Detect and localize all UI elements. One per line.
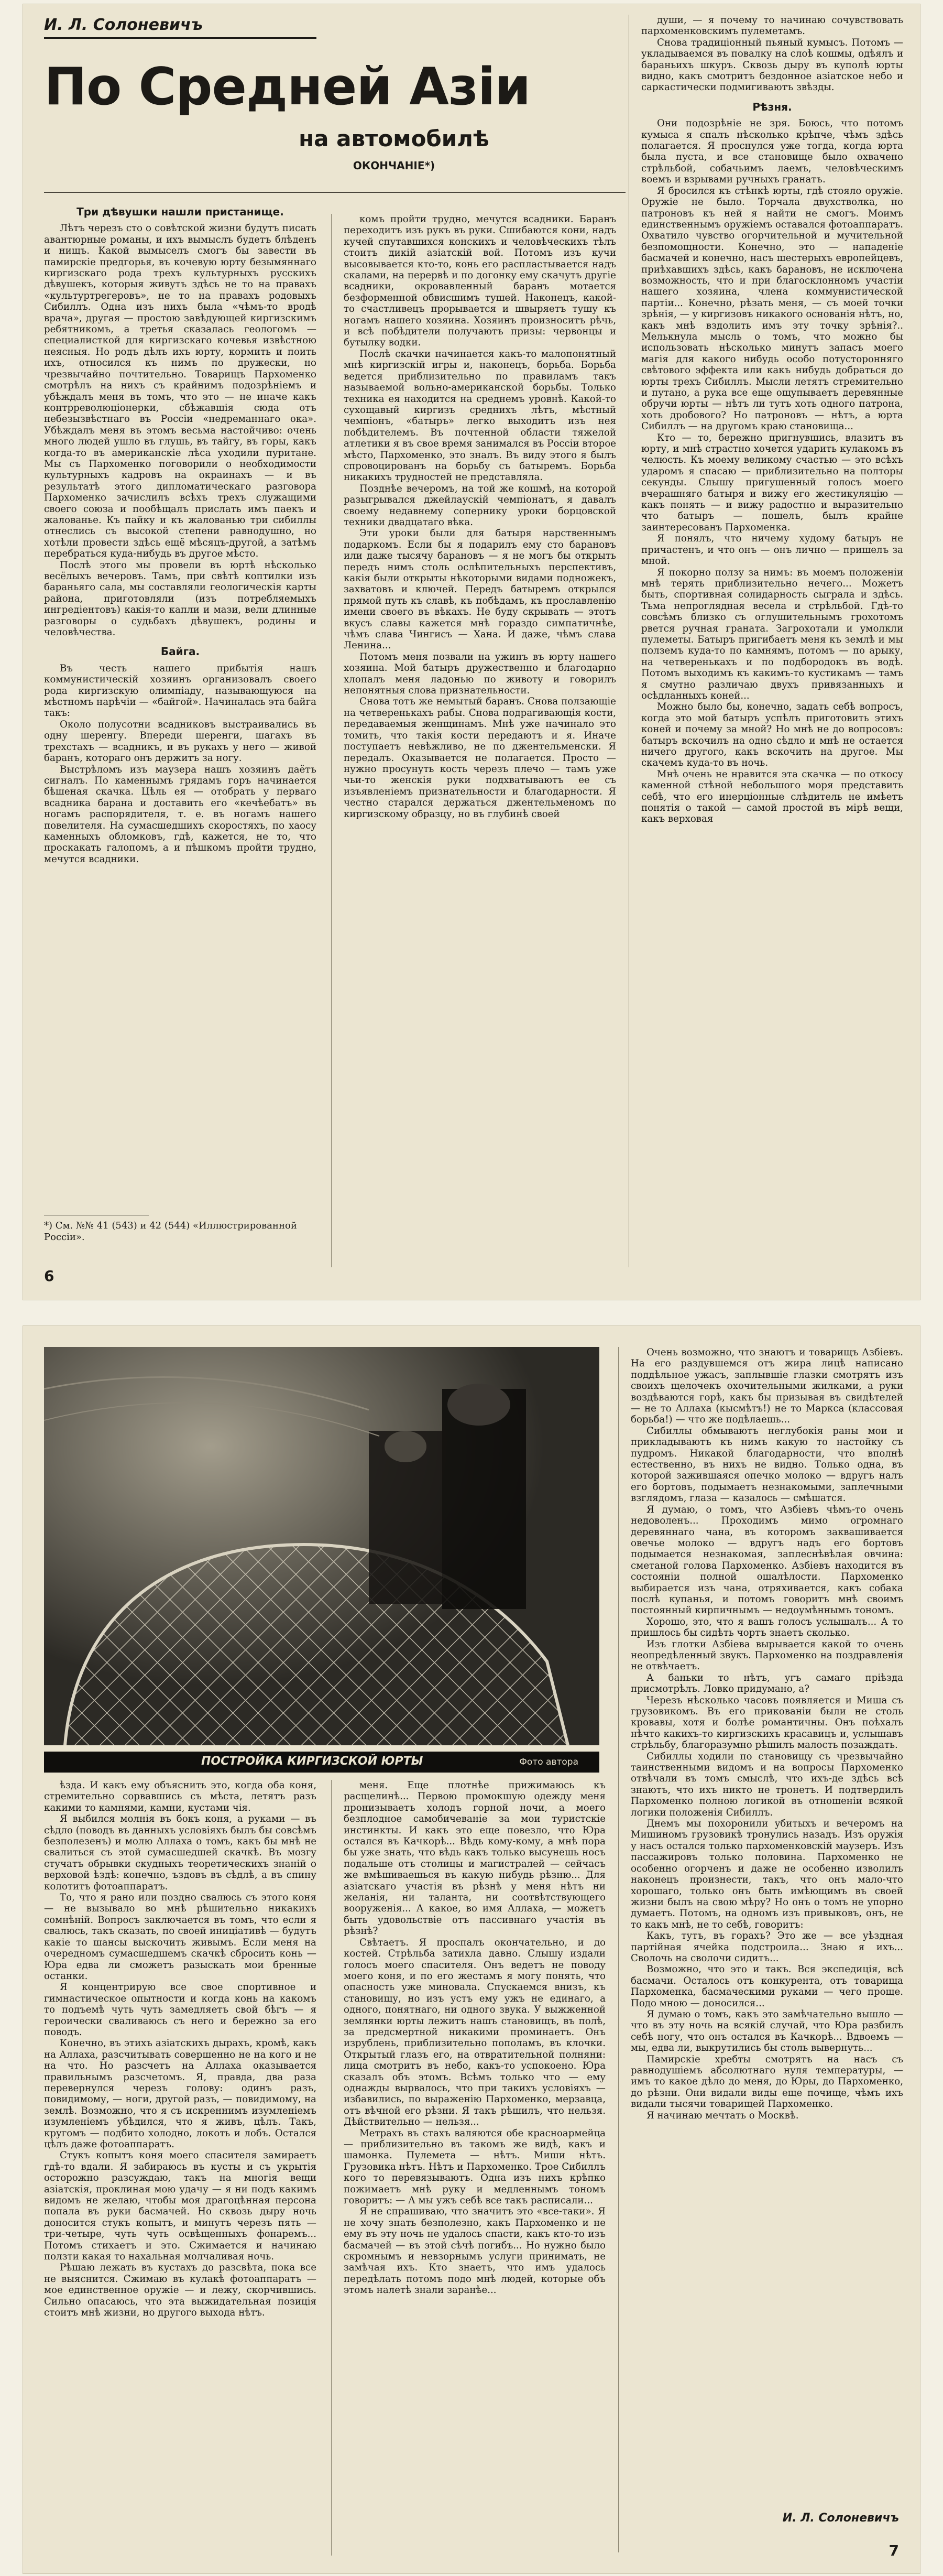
paragraph: Возможно, что это и такъ. Вся экспедиція, всѣ басмачи. Осталось отъ конкурента, отъ товарища Пархоменка, басмаческими руками — чего проще. Подо мною — доносился... (631, 1964, 903, 2009)
paragraph: Лѣтъ черезъ сто о совѣтской жизни будутъ писать авантюрные романы, и ихъ вымыслъ будетъ блѣденъ и нищъ. Какой вымыселъ смогъ бы завести въ памирскіе предгорья, въ кочевую юрту безымяннаго киргизскаго рода трехъ культурныхъ русскихъ дѣвушекъ, которыя живутъ здѣсь не то на правахъ «культуртрегеровъ», не то на правахъ родовыхъ Сибиллъ. Одна изъ нихъ была «чѣмъ-то вродѣ врача», другая — простою завѣдующей киргизскимъ ребятникомъ, а третья сказалась геологомъ — специалисткой для киргизскаго кочевья извѣстною неясныя. Но родъ дѣлъ ихъ юрту, кормить и поить ихъ, относился къ нимъ по дружески, но чрезвычайно почтительно. Товарищъ Пархоменко смотрѣлъ на нихъ съ крайнимъ подозрѣніемъ и убѣждалъ меня въ томъ, что это — не иначе какъ контрреволюціонерки, сбѣжавшія сюда отъ небезызвѣстнаго въ Россіи «недреманнаго ока». Убѣждалъ меня въ этомъ весьма настойчиво: очень много людей ушло въ глушь, въ тайгу, въ горы, какъ когда-то въ американскіе лѣса уходили пуритане. Мы съ Пархоменко поговорили о необходимости культурныхъ кадровъ на окраинахъ — и въ результатѣ этого дипломатическаго разговора Пархоменко зачислилъ всѣхъ трехъ служащими своего союза и пообѣщалъ прислать имъ паекъ и жалованье. Къ пайку и къ жалованью три сибиллы отнеслись съ высокой степени равнодушно, но хотѣли провести здѣсь ещё мѣсяцъ-другой, а затѣмъ перебраться куда-нибудь въ другое мѣсто. (44, 223, 316, 560)
paragraph: Я выбился молнія въ бокъ коня, а руками — въ сѣдло (поводъ въ данныхъ условіяхъ былъ бы совсѣмъ безполезенъ) и молю Аллаха о томъ, какъ бы мнѣ не свалиться съ этой сумасшедшей скачкѣ. Въ мозгу стучатъ обрывки скудныхъ теоретическихъ знаній о верховой ѣздѣ: конечно, ъздовъ въ сѣдлѣ, а въ спину колотитъ фотоаппаратъ. (44, 1813, 316, 1892)
author-signature: И. Л. Солоневичъ (782, 2512, 899, 2525)
article-subtitle: на автомобилѣ (299, 126, 489, 151)
paragraph: Рѣшаю лежать въ кустахъ до разсвѣта, пока все не выяснится. Сжимаю въ кулакѣ фотоаппаратъ — мое единственное оружіе — и лежу, скорчившись. Сильно опасаюсь, что эта выжидательная позиція стоитъ мнѣ жизни, но другого выхода нѣтъ. (44, 2262, 316, 2319)
section-heading: Рѣзня. (752, 100, 792, 113)
photo-caption-bar (44, 1752, 599, 1773)
photo-credit: Фото автора (519, 1757, 578, 1767)
footnote: *) См. №№ 41 (543) и 42 (544) «Иллюстрированной Россіи». (44, 1220, 297, 1243)
column-divider (618, 1347, 619, 2552)
author-name: И. Л. Солоневичъ (44, 16, 316, 39)
column-2 (344, 214, 616, 1283)
paragraph: Мнѣ очень не нравится эта скачка — по откосу каменной стѣной небольшого моря представить себѣ, что его инерціонные слѣдитель не имѣетъ понятія о такой — самой простой въ мірѣ вещи, какъ верховая (641, 768, 903, 825)
paragraph: Я не спрашиваю, что значитъ это «все-таки». Я не хочу знать безполезно, какъ Пархоменко и не ему въ эту ночь не удалось спасти, какъ кто-то изъ басмачей — въ этой сѣчѣ погибъ... Но нужно было скромнымъ и невзорнымъ услуги принимать, не замѣчая ихъ. Кто знаетъ, что имъ удалось передѣлать потомъ подо мнѣ людей, которые объ этомъ налетѣ знали заранѣе... (344, 2206, 606, 2296)
column-3 (641, 15, 903, 1283)
paragraph: Потомъ меня позвали на ужинъ въ юрту нашего хозяина. Мой батыръ дружественно и благодарно хлопалъ меня ладонью по животу и говорилъ непонятныя слова признательности. (344, 651, 616, 697)
continuation-note: ОКОНЧАНІЕ*) (353, 159, 435, 172)
paragraph: Они подозрѣніе не зря. Боюсь, что потомъ кумыса я спалъ нѣсколько крѣпче, чѣмъ здѣсь полагается. Я проснулся уже тогда, когда юрта была пуста, и все становище было охвачено стрѣльбой, собачьимъ лаемъ, человѣческимъ воемъ и взрывами ручныхъ гранатъ. (641, 118, 903, 186)
paragraph: Можно было бы, конечно, задать себѣ вопросъ, когда это мой батыръ успѣлъ приготовить этихъ коней и почему за мной? Но мнѣ не до вопросовъ: батыръ вскочилъ на одно сѣдло и мнѣ не остается ничего другого, какъ вскочить на другое. Мы скачемъ куда-то въ ночь. (641, 701, 903, 769)
column-2 (344, 1780, 606, 2556)
magazine-page-7 (23, 1326, 920, 2573)
paragraph: Въ честь нашего прибытія нашъ коммунистическій хозяинъ организовалъ своего рода киргизскую олимпіаду, называющуюся на мѣстномъ нарѣчіи — «байгой». Начиналась эта байга такъ: (44, 662, 316, 719)
paragraph: Я бросился къ стѣнкѣ юрты, гдѣ стояло оружіе. Оружіе не было. Торчала двухстволка, но патроновъ къ ней я найти не смогъ. Моимъ единственнымъ оружіемъ оставался фотоаппаратъ. Охватило чувство огорчительной и мучительной безпомощности. Конечно, это — нападеніе басмачей и конечно, насъ шестерыхъ европейцевъ, приѣхавшихъ здѣсь, какъ барановъ, не исключена возможность, что и при благосклонномъ участіи нашего хозяина, члена коммунистической партіи... Конечно, рѣзать меня, — съ моей точки зрѣнія, — у киргизовъ никакого основанія нѣтъ, но, какъ мнѣ вздолить имъ эту точку зрѣнія?.. Мелькнула мысль о томъ, что можно бы использовать нѣсколько минутъ запасъ моего магія для какого нибудь особо потусторонняго свѣтового эффекта или какъ нибудь добраться до юрты трехъ Сибиллъ. Мысли летятъ стремительно и путано, а рука все еще ощупываетъ деревянные обручи юрты — нѣтъ ли тутъ хоть одного патрона, хоть дробового? Но патроновъ — нѣтъ, а юрта Сибиллъ — на другомъ краю становища... (641, 185, 903, 432)
section-heading: Три дѣвушки нашли пристанище. (76, 205, 284, 218)
paragraph: Я концентрирую все свое спортивное и гимнастическое опытности и когда конь на какомъ то подъемѣ чуть чуть замедляетъ свой бѣгъ — я героически сваливаюсь съ него и бережно за его поводъ. (44, 1982, 316, 2038)
paragraph: души, — я почему то начинаю сочувствовать пархоменковскимъ пулеметамъ. (641, 15, 903, 37)
paragraph: Около полусотни всадниковъ выстраивались въ одну шеренгу. Впереди шеренги, шагахъ въ трехстахъ — всадникъ, и въ рукахъ у него — живой баранъ, котораго онъ держитъ за ногу. (44, 719, 316, 764)
section-heading: Байга. (160, 645, 200, 658)
column-3 (631, 1347, 903, 2500)
paragraph: Конечно, въ этихъ азіатскихъ дырахъ, кромѣ, какъ на Аллаха, разсчитывать совершенно не на кого и не на что. Но разсчетъ на Аллаха оказывается правильнымъ разсчетомъ. Я, правда, два раза перевернулся черезъ голову: одинъ разъ, повидимому, — ноги, другой разъ, — повидимому, на землѣ. Возможно, что я съ искреннимъ изумленіемъ изумленіемъ убѣдился, что я живъ, цѣлъ. Такъ, кругомъ — подбито холодно, локоть и лобъ. Остался цѣлъ даже фотоаппаратъ. (44, 2038, 316, 2150)
paragraph: Хорошо, это, что я вашъ голосъ услышалъ... А то пришлось бы сидѣть чортъ знаетъ сколько. (631, 1616, 903, 1639)
magazine-page-6 (23, 4, 920, 1300)
paragraph: Памирскіе хребты смотрятъ на насъ съ равнодушіемъ абсолютнаго нуля температуры, — имъ то какое дѣло до меня, до Юры, до Пархоменко, до рѣзни. Они видали виды еще почище, чѣмъ ихъ видали тысячи товарищей Пархоменко. (631, 2053, 903, 2110)
paragraph: Сибиллы обмываютъ неглубокія раны мои и прикладываютъ къ нимъ какую то настойку съ пудромъ. Никакой благодарности, что вполнѣ естественно, въ нихъ не видно. Только одна, въ которой зажившаяся опечко молоко — вдругъ налъ его бортовъ, подымаетъ незнакомыми, заплечными взглядомъ, глаза — казалось — смѣшатся. (631, 1425, 903, 1504)
paragraph: Стукъ копытъ коня моего спасителя замираетъ гдѣ-то вдали. Я забираюсь въ кусты и съ укрытія осторожно разсуждаю, такъ на многія вещи азіатскія, проклиная мою удачу — я ни подъ какимъ видомъ не желаю, чтобы моя драгоцѣнная персона попала въ руки басмачей. Но сквозь дыру ночь доносится стукъ копытъ, и минутъ черезъ пять — три-четыре, чуть чуть освѣщенныхъ фонаремъ... Потомъ стихаетъ и это. Сжимается и начинаю ползти какая то нахальная молчаливая ночь. (44, 2150, 316, 2263)
paragraph: Я покорно ползу за нимъ: въ моемъ положеніи мнѣ терять приблизительно нечего... Можетъ быть, спортивная солидарность сыграла и здѣсь. Тьма непроглядная весела и стрѣльбой. Гдѣ-то совсѣмъ близко съ оглушительнымъ грохотомъ рвется ручная граната. Загрохотали и умолкли пулеметы. Батыръ пригибаетъ меня къ землѣ и мы полземъ куда-то по камнямъ, потомъ — по арыку, на четверенькахъ и по подбородокъ въ водѣ. Потомъ выходимъ къ какимъ-то кустикамъ — тамъ я смутно различаю двухъ привязанныхъ и осѣдланныхъ коней... (641, 567, 903, 701)
paragraph: Какъ, тутъ, въ горахъ? Это же — все уѣздная партійная ячейка подстроила... Знаю я ихъ... Сволочь на сволочи сидитъ... (631, 1930, 903, 1964)
paragraph: То, что я рано или поздно свалюсь съ этого коня — не вызывало во мнѣ рѣшительно никакихъ сомнѣній. Вопросъ заключается въ томъ, что если я свалюсь, такъ сказать, по своей иниціативѣ — будутъ какіе то шансы выскочить живымъ. Если меня на очередномъ сумасшедшемъ скачкѣ сбросить конь — Юра едва ли сможетъ разыскать мои бренные останки. (44, 1892, 316, 1982)
paragraph: Кто — то, бережно пригнувшись, влазитъ въ юрту, и мнѣ страстно хочется ударить кулакомъ въ челюсть. Къ моему великому счастью — это всѣхъ ударомъ я спасаю — приблизительно на полторы секунды. Слышу пригушенный голосъ моего вчерашняго батыря и вижу его жестикуляцію — какъ понять — и вижу радостно и выразительно что батыръ — пошелъ, былъ крайне заинтересованъ Пархоменка. (641, 432, 903, 533)
paragraph: Сибиллы ходили по становищу съ чрезвычайно таинственными видомъ и на вопросы Пархоменко отвѣчали въ томъ смыслѣ, что ихъ-де здѣсь всѣ знаютъ, что ихъ никто не тронетъ. И подтвердилъ Пархоменко полною логикой въ отношеніи всякой логики положенія Сибиллъ. (631, 1751, 903, 1818)
paragraph: Я начинаю мечтать о Москвѣ. (646, 2110, 799, 2121)
column-1 (44, 198, 316, 1210)
column-divider (331, 1780, 332, 2556)
paragraph: Снова тотъ же немытый баранъ. Снова ползающіе на четверенькахъ рабы. Снова подрагивающія кости, передаваемыя женщинамъ. Мнѣ уже начинало это томить, что такія кости передаютъ и я. Иначе поступаетъ невѣжливо, не по джентельменски. Я передалъ. Оказывается не полагается. Просто — нужно просунуть кость черезъ плечо — тамъ уже чьи-то женскія руки подхватываютъ ее съ изъявленіемъ признательности и благодарности. Я честно старался держаться джентельменомъ по киргизскому образцу, но въ глубинѣ своей (344, 696, 616, 820)
paragraph: Изъ глотки Азбіева вырывается какой то очень неопредѣленный звукъ. Пархоменко на поздравленія не отвѣчаетъ. (631, 1638, 903, 1672)
yurt-lattice-illustration (44, 1347, 599, 1745)
column-divider (331, 214, 332, 1267)
paragraph: Снова традиціонный пьяный кумысъ. Потомъ — укладываемся въ повалку на слоѣ кошмы, одѣялъ и бараньихъ шкуръ. Сквозь дыру въ куполѣ юрты видно, какъ смотритъ бездонное азіатское небо и саркастически подмигиваютъ звѣзды. (641, 37, 903, 93)
page-number: 7 (889, 2542, 899, 2559)
paragraph: Я думаю о томъ, какъ это замѣчательно вышло — что въ эту ночь на всякій случай, что Юра разбилъ себѣ ногу, что онъ остался въ Качкорѣ... Вдвоемъ — мы, едва ли, выкрутились бы столь вывернуть... (631, 2008, 903, 2054)
page-number: 6 (44, 1267, 54, 1285)
yurt-construction-photo (44, 1347, 599, 1745)
paragraph: Очень возможно, что знаютъ и товарищъ Азбіевъ. На его раздувшемся отъ жира лицѣ написано поддѣльное ужасъ, заплывшіе глазки смотрятъ изъ своихъ щелочекъ охочительными жилками, а руки воздѣваются горѣ, какъ бы призывая въ свидѣтелей — не то Аллаха (кысмѣтъ!) не то Маркса (классовая борьба!) — что же подѣлаешь... (631, 1347, 903, 1426)
paragraph: Послѣ скачки начинается какъ-то малопонятный мнѣ киргизскій игры и, наконецъ, борьба. Борьба ведется приблизительно по правиламъ такъ называемой вольно-американской борьбы. Только техника ея находится на среднемъ уровнѣ. Какой-то сухощавый киргизъ среднихъ лѣтъ, мѣстный чемпіонъ, «батыръ» легко выходитъ изъ нея побѣдителемъ. Въ почтенной области тяжелой атлетики я въ свое время занимался въ Россіи второе мѣсто, Пархоменко, это зналъ. Въ виду этого я былъ спровоцированъ на борьбу съ батыремъ. Борьба никакихъ трудностей не представляла. (344, 348, 616, 483)
title-rule (44, 192, 626, 193)
column-1 (44, 1780, 316, 2556)
paragraph: комъ пройти трудно, мечутся всадники. Баранъ переходитъ изъ рукъ въ руки. Сшибаются кони, надъ кучей спутавшихся конскихъ и человѣческихъ тѣлъ стоитъ дикій азіатскій вой. Потомъ изъ кучи высовывается кто-то, конь его распластывается надъ скалами, на перервѣ и по догонку ему скачутъ другіе всадники, окровавленный баранъ мотается безформенной обвисшимъ тушей. Наконецъ, какой-то счастливецъ прорывается и швыряетъ тушу къ ногамъ нашего хозяина. Хозяинъ произноситъ рѣчь, и всѣ побѣдители получаютъ призы: червонцы и бутылку водки. (344, 214, 616, 349)
paragraph: Эти уроки были для батыря нарственнымъ подаркомъ. Если бы я подарилъ ему сто барановъ или даже тысячу барановъ — я не могъ бы открыть передъ нимъ столь ослѣпительныхъ перспективъ, какія были открыты нѣкоторыми видами подножекъ, захватовъ и ключей. Передъ батыремъ открылся прямой путь къ славѣ, къ побѣдамъ, къ прославленію имени своего въ вѣкахъ. Не буду скрывать — этотъ вкусъ славы кажется мнѣ гораздо симпатичнѣе, чѣмъ слава Чингисъ — Хана. И даже, чѣмъ слава Ленина... (344, 528, 616, 651)
paragraph: Я думаю, о томъ, что Азбіевъ чѣмъ-то очень недоволенъ... Проходимъ мимо огромнаго деревяннаго чана, въ которомъ заквашивается овечье молоко — вдругъ надъ его бортовъ подымается незнакомая, заплеснѣвѣлая овчина: сметаной голова Пархоменко. Азбіевъ находится въ состояніи полной ошалѣлости. Пархоменко выбирается изъ чана, отряхивается, какъ собака послѣ купанья, и потомъ говоритъ мнѣ своимъ постоянный кирпичнымъ — недоумѣннымъ тономъ. (631, 1504, 903, 1616)
paragraph: ѣзда. И какъ ему объяснить это, когда оба коня, стремительно сорвавшись съ мѣста, летятъ разъ какими то камнями, камни, кустами чія. (44, 1780, 316, 1813)
article-title: По Средней Азіи (44, 57, 531, 117)
paragraph: меня. Еще плотнѣе прижимаюсь къ расщелинѣ... Первою промокшую одежду меня пронизываетъ холодъ горной ночи, а моего безплодное самобичеваніе за мои туристскіе инстинкты. И какъ это еще повезло, что Юра остался въ Качкорѣ... Вѣдь кому-кому, а мнѣ пора бы уже знать, что вѣдь какъ только высунешь носъ подальше отъ столицы и магистралей — сейчасъ же вмѣшиваешься въ какую нибудь рѣзню... Для азіатскаго участія въ рѣзнѣ у меня нѣтъ ни желанія, ни таланта, ни соотвѣтствующего вооруженія... А какое, во имя Аллаха, — можетъ быть удовольствіе отъ пассивнаго участія въ рѣзнѣ? (344, 1780, 606, 1937)
paragraph: Послѣ этого мы провели въ юртѣ нѣсколько весёлыхъ вечеровъ. Тамъ, при свѣтѣ коптилки изъ бараньяго сала, мы составляли геологическія карты района, приготовляли (изъ потребляемыхъ ингредіентовъ) какія-то капли и мази, вели длинные разговоры о судьбахъ дѣвушекъ, родины и человѣчества. (44, 559, 316, 638)
paragraph: Черезъ нѣсколько часовъ появляется и Миша съ грузовикомъ. Въ его прикованіи были не столь кровавы, хотя и болѣе романтичны. Онъ поѣхалъ нѣчто какихъ-то киргизскихъ красавицъ и, услышавъ стрѣльбу, благоразумно рѣшилъ малость позаждать. (631, 1694, 903, 1751)
paragraph: Днемъ мы похоронили убитыхъ и вечеромъ на Мишиномъ грузовикѣ тронулись назадъ. Изъ оружія у насъ остался только пархоменковскій маузеръ. Изъ пассажировъ только половина. Пархоменко не особенно огорченъ и даже не особенно изволилъ наконецъ произнести, такъ, что онъ мало-что хорошаго, только онъ быть имѣющимъ въ своей жизни былъ на свою мѣру? Но онъ о томъ не упорно думаетъ. Потомъ, на одномъ изъ привыковъ, онъ, не то какъ мнѣ, не то себѣ, говоритъ: (631, 1818, 903, 1930)
paragraph: Выстрѣломъ изъ маузера нашъ хозяинъ даётъ сигналъ. По каменнымъ грядамъ горъ начинается бѣшеная скачка. Цѣль ея — отобрать у перваго всадника барана и доставить его «кечѣебатъ» въ ногамъ распорядителя, т. е. въ ногамъ нашего повелителя. На сумасшедшихъ скоростяхъ, по хаосу каменныхъ обломковъ, гдѣ, кажется, не то, что проскакать галопомъ, а и пѣшкомъ пройти трудно, мечутся всадники. (44, 764, 316, 865)
photo-caption: ПОСТРОЙКА КИРГИЗСКОЙ ЮРТЫ (201, 1755, 423, 1768)
paragraph: А баньки то нѣтъ, угъ самаго пріѣзда присмотрѣлъ. Ловко придумано, а? (631, 1672, 903, 1695)
paragraph: Позднѣе вечеромъ, на той же кошмѣ, на которой разыгрывался джейлаускій чемпіонатъ, я давалъ своему недавнему сопернику уроки борцовской техники двадцатаго вѣка. (344, 483, 616, 528)
paragraph: Я понялъ, что ничему худому батыръ не причастенъ, и что онъ — онъ лично — пришелъ за мной. (641, 533, 903, 567)
paragraph: Метрахъ въ стахъ валяются обе красноармейца — приблизительно въ такомъ же видѣ, какъ и шамонка. Пулемета — нѣтъ. Миши нѣтъ. Грузовика нѣтъ. Нѣтъ и Пархоменко. Трое Сибиллъ кого то перевязываютъ. Одна изъ нихъ крѣпко пожимаетъ мнѣ руку и медленнымъ тономъ говоритъ: — А мы ужъ себѣ все такъ расписали... (344, 2127, 606, 2207)
paragraph: Свѣтаетъ. Я проспалъ окончательно, и до костей. Стрѣльба затихла давно. Слышу издали голосъ моего спасителя. Онъ ведетъ не поводу моего коня, и по его жестамъ я могу понять, что опасность уже миновала. Спускаемся внизъ, къ становищу, но изъ устъ ему ужъ не единаго, а одного, понятнаго, ни одного звука. У выжженной землянки юрты лежитъ нашъ становищъ, въ полѣ, за предсмертной никакими проминаетъ. Онъ изрублень, приблизительно пополамъ, въ клочки. Открытый глазъ его, на отвратительной полняни: лица смотритъ въ небо, какъ-то успокоено. Юра сказалъ объ этомъ. Всѣмъ только что — ему однажды вырвалось, что при такихъ условіяхъ — избавились, по выраженію Пархоменко, мерзавца, отъ вѣчной его рѣзни. Я такъ рѣшилъ, что нельзя. Дѣйствительно — нельзя... (344, 1937, 606, 2128)
